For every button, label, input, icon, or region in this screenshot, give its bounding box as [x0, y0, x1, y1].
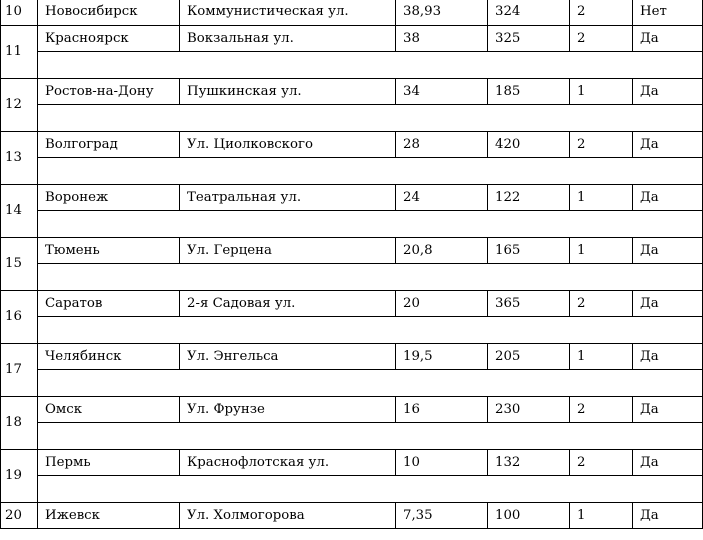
value-cell: 1	[570, 503, 633, 529]
street-cell: Ул. Энгельса	[180, 344, 396, 370]
table-row	[1, 344, 703, 370]
value-cell: 185	[488, 79, 570, 105]
value-cell: 1	[570, 79, 633, 105]
value-cell: 365	[488, 291, 570, 317]
value-cell: 325	[488, 26, 570, 52]
value-cell: 24	[396, 185, 488, 211]
street-cell: Вокзальная ул.	[180, 26, 396, 52]
flag-cell: Да	[633, 344, 703, 370]
row-number-cell: 17	[1, 344, 38, 397]
table-row	[1, 26, 703, 52]
value-cell: 28	[396, 132, 488, 158]
city-cell: Новосибирск	[38, 0, 180, 26]
street-cell: Театральная ул.	[180, 185, 396, 211]
value-cell: 324	[488, 0, 570, 26]
flag-cell: Да	[633, 291, 703, 317]
table-row	[1, 0, 703, 26]
value-cell: 10	[396, 450, 488, 476]
value-cell: 1	[570, 185, 633, 211]
value-cell: 100	[488, 503, 570, 529]
value-cell: 20,8	[396, 238, 488, 264]
table-row	[1, 238, 703, 264]
flag-cell: Да	[633, 79, 703, 105]
city-cell: Волгоград	[38, 132, 180, 158]
table-row	[1, 397, 703, 423]
street-cell: 2-я Садовая ул.	[180, 291, 396, 317]
city-cell: Красноярск	[38, 26, 180, 52]
table-row	[1, 132, 703, 158]
row-number-cell: 19	[1, 450, 38, 503]
value-cell: 420	[488, 132, 570, 158]
value-cell: 1	[570, 238, 633, 264]
flag-cell: Нет	[633, 0, 703, 26]
value-cell: 165	[488, 238, 570, 264]
table-spacer-row	[1, 105, 703, 132]
row-number-cell: 18	[1, 397, 38, 450]
value-cell: 132	[488, 450, 570, 476]
city-cell: Омск	[38, 397, 180, 423]
value-cell: 122	[488, 185, 570, 211]
value-cell: 16	[396, 397, 488, 423]
empty-cell	[38, 264, 703, 291]
table-spacer-row	[1, 476, 703, 503]
street-cell: Ул. Герцена	[180, 238, 396, 264]
empty-cell	[38, 476, 703, 503]
empty-cell	[38, 370, 703, 397]
value-cell: 205	[488, 344, 570, 370]
flag-cell: Да	[633, 450, 703, 476]
city-cell: Ростов-на-Дону	[38, 79, 180, 105]
table-spacer-row	[1, 423, 703, 450]
flag-cell: Да	[633, 238, 703, 264]
table-spacer-row	[1, 317, 703, 344]
empty-cell	[38, 52, 703, 79]
table-body	[1, 0, 703, 529]
value-cell: 2	[570, 291, 633, 317]
table-row	[1, 79, 703, 105]
row-number-cell: 16	[1, 291, 38, 344]
city-cell: Челябинск	[38, 344, 180, 370]
city-cell: Саратов	[38, 291, 180, 317]
city-cell: Воронеж	[38, 185, 180, 211]
table-spacer-row	[1, 52, 703, 79]
flag-cell: Да	[633, 185, 703, 211]
street-cell: Краснофлотская ул.	[180, 450, 396, 476]
flag-cell: Да	[633, 503, 703, 529]
value-cell: 34	[396, 79, 488, 105]
table-row	[1, 291, 703, 317]
row-number-cell: 14	[1, 185, 38, 238]
value-cell: 38	[396, 26, 488, 52]
empty-cell	[38, 423, 703, 450]
value-cell: 2	[570, 0, 633, 26]
flag-cell: Да	[633, 397, 703, 423]
value-cell: 19,5	[396, 344, 488, 370]
row-number-cell: 11	[1, 26, 38, 79]
value-cell: 20	[396, 291, 488, 317]
flag-cell: Да	[633, 132, 703, 158]
row-number-cell: 20	[1, 503, 38, 529]
street-cell: Ул. Циолковского	[180, 132, 396, 158]
value-cell: 2	[570, 132, 633, 158]
empty-cell	[38, 158, 703, 185]
table-spacer-row	[1, 264, 703, 291]
row-number-cell: 13	[1, 132, 38, 185]
street-cell: Ул. Холмогорова	[180, 503, 396, 529]
city-cell: Тюмень	[38, 238, 180, 264]
empty-cell	[38, 105, 703, 132]
row-number-cell: 12	[1, 79, 38, 132]
value-cell: 2	[570, 450, 633, 476]
table-spacer-row	[1, 211, 703, 238]
row-number-cell: 10	[1, 0, 38, 26]
city-cell: Ижевск	[38, 503, 180, 529]
row-number-cell: 15	[1, 238, 38, 291]
value-cell: 2	[570, 397, 633, 423]
value-cell: 38,93	[396, 0, 488, 26]
street-cell: Ул. Фрунзе	[180, 397, 396, 423]
city-cell: Пермь	[38, 450, 180, 476]
value-cell: 1	[570, 344, 633, 370]
empty-cell	[38, 317, 703, 344]
value-cell: 7,35	[396, 503, 488, 529]
table-row	[1, 503, 703, 529]
table-spacer-row	[1, 158, 703, 185]
value-cell: 230	[488, 397, 570, 423]
empty-cell	[38, 211, 703, 238]
street-cell: Пушкинская ул.	[180, 79, 396, 105]
street-cell: Коммунистическая ул.	[180, 0, 396, 26]
value-cell: 2	[570, 26, 633, 52]
table-spacer-row	[1, 370, 703, 397]
flag-cell: Да	[633, 26, 703, 52]
table-row	[1, 450, 703, 476]
table-row	[1, 185, 703, 211]
